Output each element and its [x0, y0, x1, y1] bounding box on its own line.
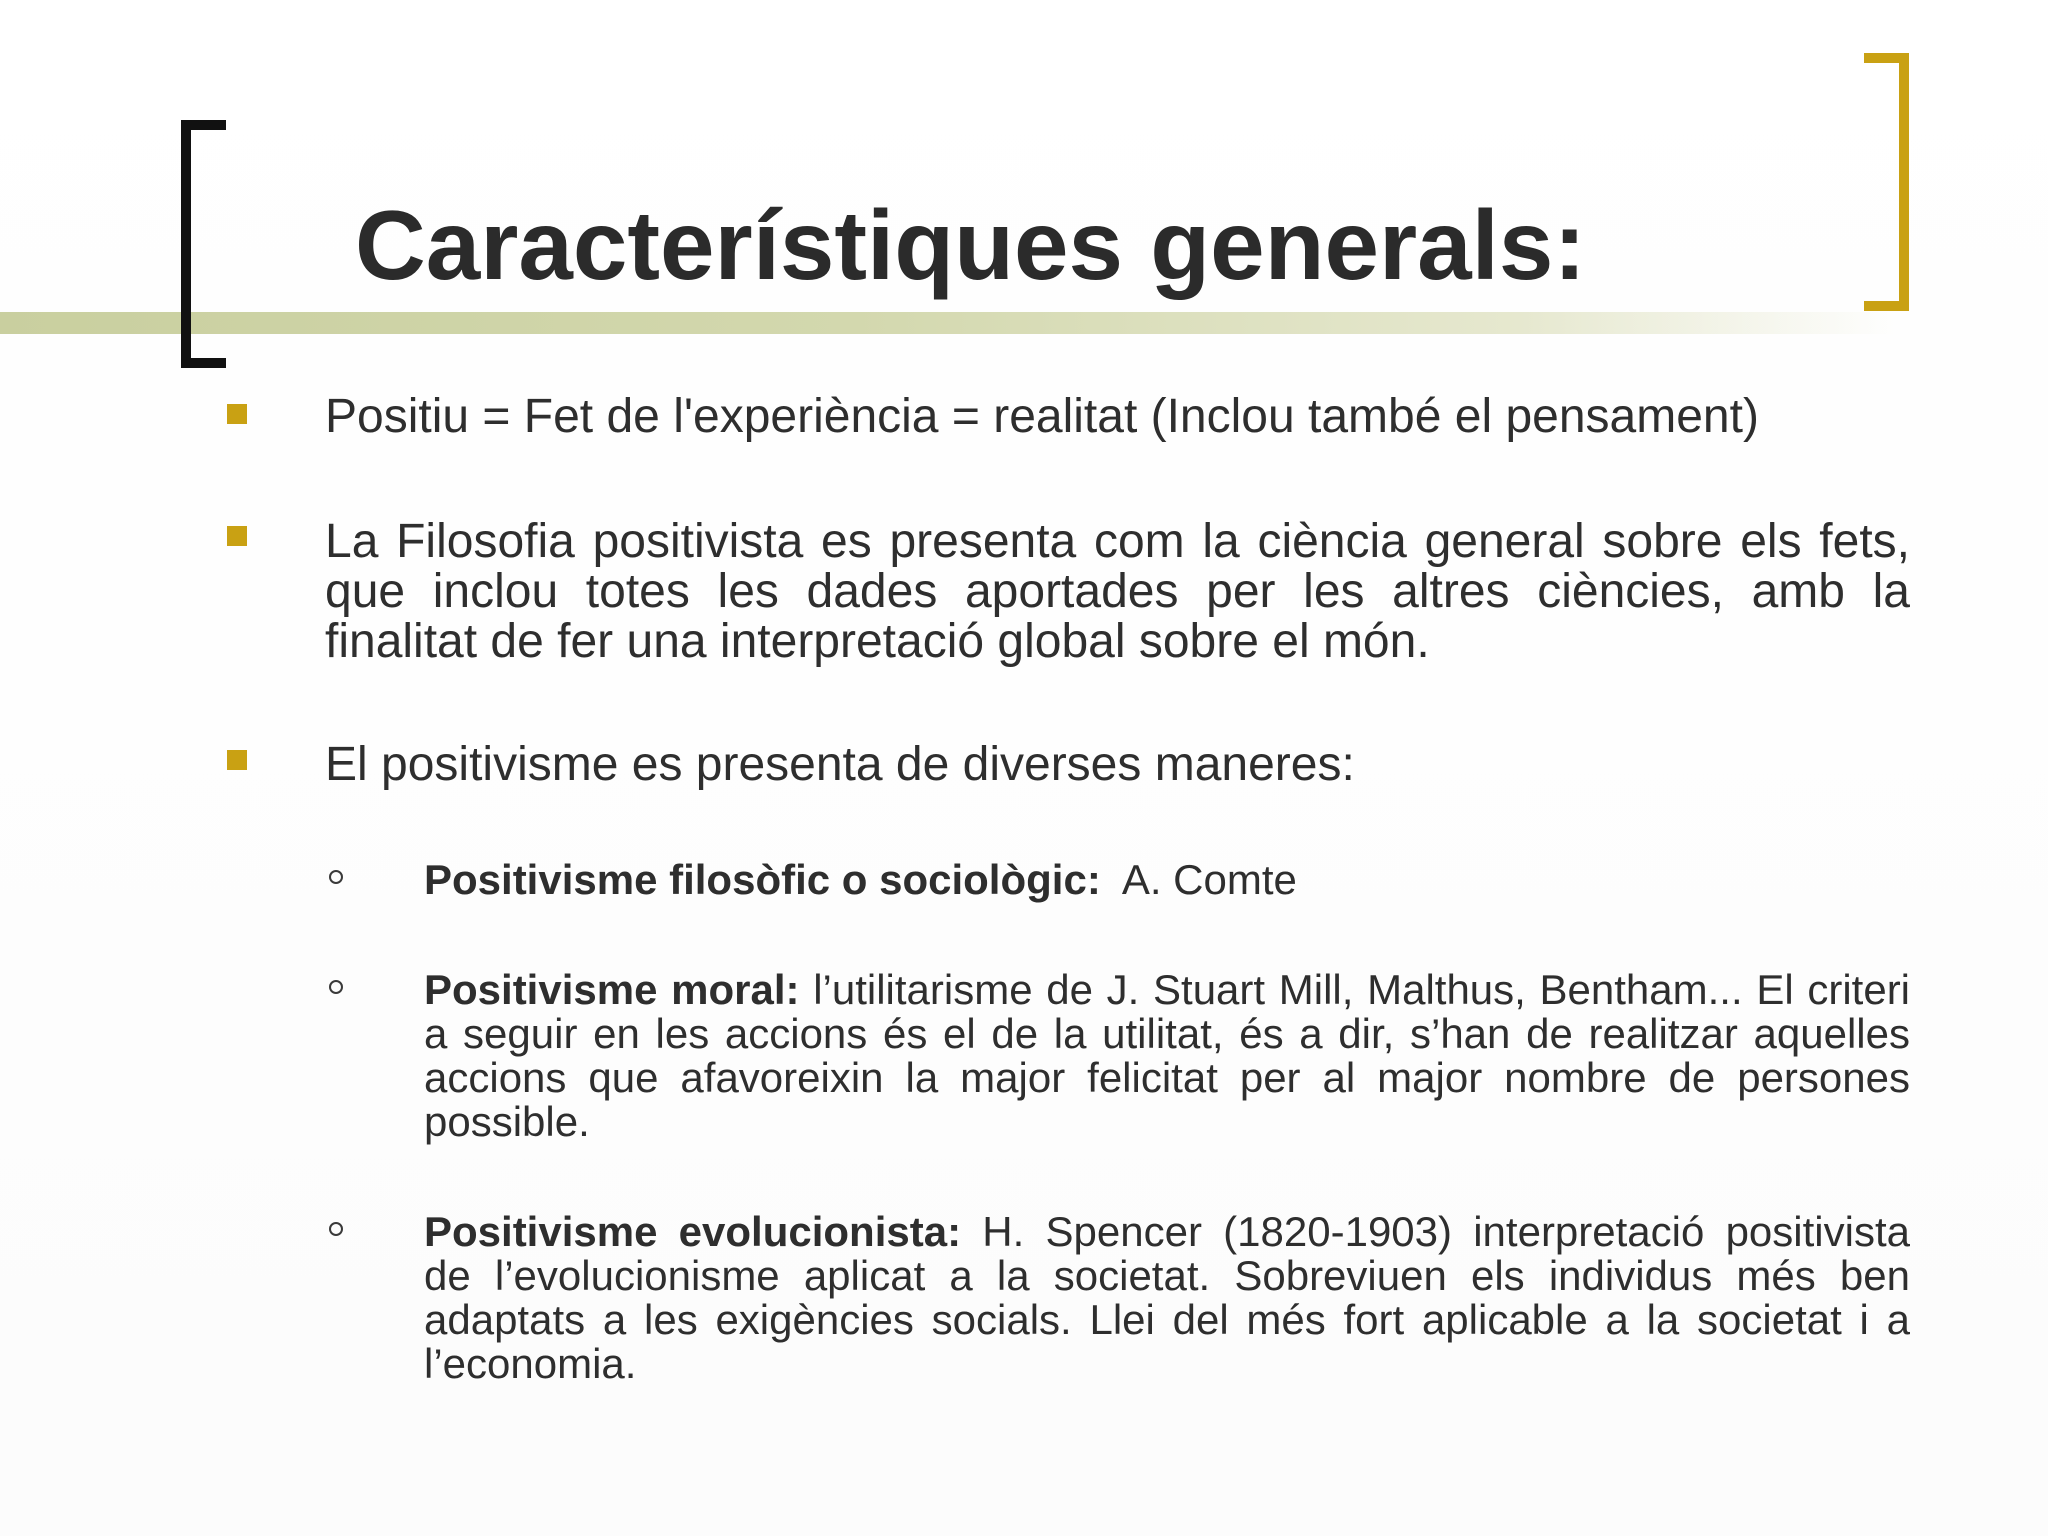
sub-item-text: H. Spencer (1820-1903) interpretació positivista de l’evolucionisme aplicat a la societat. Sobreviuen els individus més ben adaptats a les exigències socials. Llei del més fort aplicable a la societat i a l’economia. — [424, 1208, 1910, 1387]
sub-item-text: A. Comte — [1100, 856, 1297, 903]
sub-item-term: Positivisme evolucionista: — [424, 1208, 962, 1255]
sub-bullet-item — [424, 858, 1910, 902]
circle-bullet-icon — [329, 870, 343, 884]
square-bullet-icon — [227, 750, 247, 770]
sub-bullet-item — [424, 968, 1910, 1144]
bullet-item: Positiu = Fet de l'experiència = realitat (Inclou també el pensament) — [325, 390, 1759, 443]
circle-bullet-icon — [329, 980, 343, 994]
square-bullet-icon — [227, 526, 247, 546]
bullet-item: La Filosofia positivista es presenta com la ciència general sobre els fets, que inclou totes les dades aportades per les altres ciències, amb la finalitat de fer una interpretació global sobre el món. — [325, 515, 1910, 668]
slide-title: Característiques generals: — [355, 190, 1586, 300]
circle-bullet-icon — [329, 1222, 343, 1236]
sub-bullet-item — [424, 1210, 1910, 1386]
bullet-item: El positivisme es presenta de diverses maneres: — [325, 738, 1355, 791]
square-bullet-icon — [227, 404, 247, 424]
sub-item-text: l’utilitarisme de J. Stuart Mill, Malthus, Bentham... El criteri a seguir en les accions és el de la utilitat, és a dir, s’han de realitzar aquelles accions que afavoreixin la major felicitat per al major nombre de persones possible. — [424, 966, 1911, 1145]
sub-item-term: Positivisme filosòfic o sociològic: — [424, 856, 1101, 903]
sub-item-term: Positivisme moral: — [424, 966, 800, 1013]
